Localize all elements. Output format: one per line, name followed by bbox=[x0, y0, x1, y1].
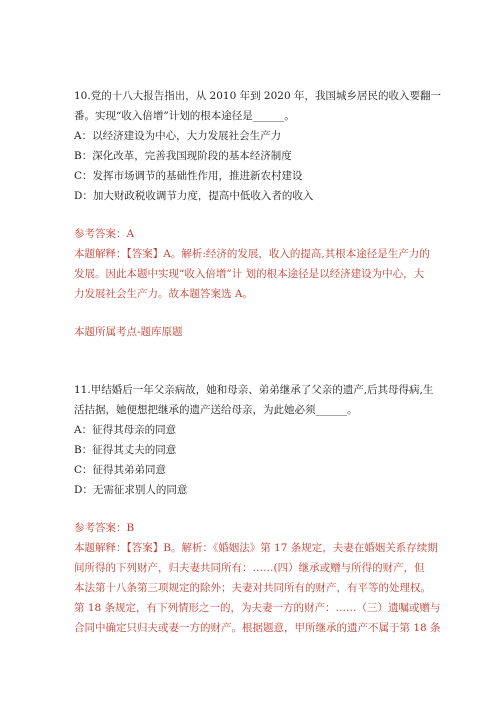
q11-explanation-line-5: 合同中确定只归夫或妻一方的财产。根据题意，甲所继承的遗产不属于第 18 条 bbox=[74, 622, 441, 634]
q10-explanation-line-2: 发展。因此本题中实现“收入倍增”计 划的根本途径是以经济建设为中心，大 bbox=[74, 268, 425, 280]
q10-stem-line-1: 10.党的十八大报告指出，从 2010 年到 2020 年，我国城乡居民的收入要翻一 bbox=[74, 90, 441, 102]
q11-option-c: C：征得其弟弟同意 bbox=[74, 464, 167, 476]
q10-explanation-line-3: 力发展社会生产力。故本题答案选 A。 bbox=[74, 288, 253, 300]
q10-explanation-line-1: 本题解释：【答案】A。解析:经济的发展，收入的提高,其根本途径是生产力的 bbox=[74, 248, 430, 260]
q11-stem-line-2: 活拮据，她便想把继承的遗产送给母亲，为此她必须______。 bbox=[74, 404, 358, 416]
q10-option-a: A：以经济建设为中心，大力发展社会生产力 bbox=[74, 130, 282, 142]
q10-stem-line-2: 番。实现“收入倍增”计划的根本途径是______。 bbox=[74, 110, 295, 122]
q11-explanation-line-3: 本法第十八条第三项规定的除外；夫妻对共同所有的财产，有平等的处理权。 bbox=[74, 582, 431, 594]
q11-explanation-line-4: 第 18 条规定，有下列情形之一的，为夫妻一方的财产：……（三）遗嘱或赠与 bbox=[74, 602, 441, 614]
q11-stem-line-1: 11.甲结婚后一年父亲病故，她和母亲、弟弟继承了父亲的遗产,后其母得病,生 bbox=[74, 384, 434, 396]
q11-explanation-line-2: 间所得的下列财产，归夫妻共同所有：……(四）继承或赠与所得的财产，但 bbox=[74, 562, 425, 574]
q11-option-b: B：征得其丈夫的同意 bbox=[74, 444, 177, 456]
q11-explanation-line-1: 本题解释：【答案】B。解析：《婚姻法》第 17 条规定，夫妻在婚姻关系存续期 bbox=[74, 542, 438, 554]
q11-option-d: D：无需征求别人的同意 bbox=[74, 484, 188, 496]
q10-option-d: D：加大财政税收调节力度，提高中低收入者的收入 bbox=[74, 190, 314, 202]
q11-option-a: A：征得其母亲的同意 bbox=[74, 424, 177, 436]
q10-option-b: B：深化改革，完善我国现阶段的基本经济制度 bbox=[74, 150, 292, 162]
q10-source: 本题所属考点-题库原题 bbox=[74, 326, 183, 338]
q10-answer: 参考答案：A bbox=[74, 228, 135, 240]
q10-option-c: C：发挥市场调节的基础性作用，推进新农村建设 bbox=[74, 170, 303, 182]
q11-answer: 参考答案：B bbox=[74, 522, 135, 534]
